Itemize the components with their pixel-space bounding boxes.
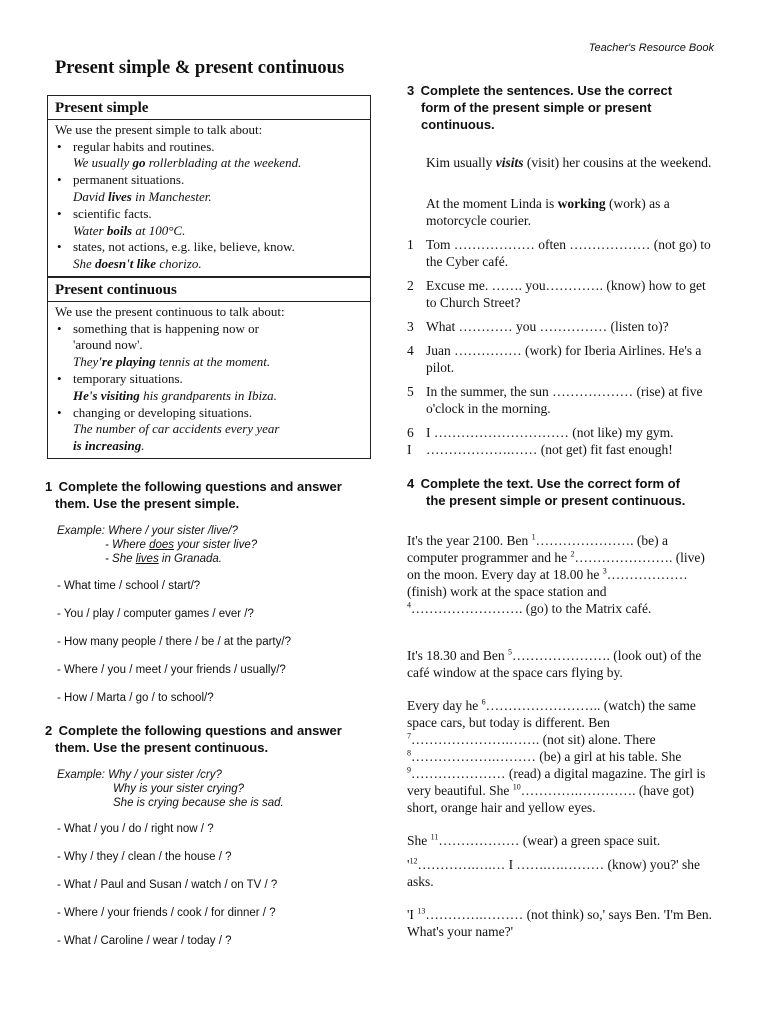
exercise-item: 1 Tom ……………… often ……………… (not go) to the Cyber café. (407, 237, 711, 269)
rule-text-cont: 'around now'. (73, 337, 143, 353)
exercise-instruction: the present simple or present continuous. (426, 493, 686, 508)
exercise-item: 5 In the summer, the sun ……………… (rise) at five o'clock in the morning. (407, 384, 703, 416)
exercise-1-example (57, 524, 257, 566)
example-answer: - She lives in Granada. (105, 553, 222, 565)
rule-text: changing or developing situations. (73, 404, 253, 420)
example-label: Example: Why / your sister /cry? (57, 769, 222, 781)
rule-text: permanent situations. (73, 172, 185, 188)
example-answer: She is crying because she is sad. (113, 797, 284, 809)
present-continuous-box (47, 277, 371, 459)
rule-example: They're playing tennis at the moment. (73, 354, 271, 370)
exercise-number: 3 (407, 83, 415, 98)
exercise-item: 6 I ………………………… (not like) my gym. (407, 425, 674, 440)
rule-item (55, 239, 363, 256)
question-line: - Where / you / meet / your friends / usually/? (57, 664, 286, 676)
rule-example: David lives in Manchester. (73, 188, 212, 204)
box-heading: Present simple (48, 96, 370, 120)
exercise-instruction: Complete the sentences. Use the correct (420, 83, 673, 98)
exercise-item: 3 What ………… you …………… (listen to)? (407, 319, 669, 334)
exercise-3-example-1: Kim usually visits (visit) her cousins at the weekend. (426, 155, 712, 170)
rule-item (55, 172, 363, 189)
exercise-4-heading (407, 475, 715, 509)
exercise-2-example (57, 768, 284, 810)
question-line: - Where / your friends / cook / for dinner / ? (57, 907, 276, 919)
exercise-2-heading (45, 722, 342, 756)
rule-list (55, 139, 363, 273)
exercise-instruction: form of the present simple or present (421, 100, 652, 115)
rule-text: regular habits and routines. (73, 138, 215, 154)
rule-example: She doesn't like chorizo. (73, 256, 202, 272)
rule-item (55, 405, 363, 422)
exercise-item: 2 Excuse me. ……. you…………. (know) how to get to Church Street? (407, 278, 706, 310)
box-body (48, 120, 370, 276)
exercise-instruction: Complete the text. Use the correct form of (420, 476, 680, 491)
exercise-instruction: them. Use the present continuous. (55, 740, 269, 755)
exercise-instruction: them. Use the present simple. (55, 496, 240, 511)
text-paragraph: 'I $^{13}$………….……… (not think) so,' says Ben. 'I'm Ben. What's your name?' (407, 906, 712, 939)
text-paragraph: It's the year 2100. Ben $^1$…………………. (be) a computer programmer and he $^2$…………………. (live) on the moon. Every day at 18.00 he $^3$……………… (finish) work at the space station and $^4$……………………. (go) to the Matrix café. (407, 532, 705, 616)
box-heading: Present continuous (48, 278, 370, 302)
text-paragraph: She $^{11}$……………… (wear) a green space suit. (407, 832, 661, 848)
exercise-number: 1 (45, 479, 53, 494)
question-line: - How / Marta / go / to school/? (57, 692, 214, 704)
exercise-instruction: Complete the following questions and answer (58, 479, 342, 494)
example-question: - Where does your sister live? (105, 539, 258, 551)
rule-example: is increasing. (73, 438, 145, 454)
example-label: Example: Where / your sister /live/? (57, 525, 238, 537)
box-body (48, 302, 370, 458)
question-line: - What time / school / start/? (57, 580, 201, 592)
exercise-item: 4 Juan …………… (work) for Iberia Airlines. He's a pilot. (407, 343, 702, 375)
rule-text: states, not actions, e.g. like, believe, know. (73, 239, 295, 255)
text-paragraph: '$^{12}\dots\dots\dots\dots.\dots.\dots$ I …….….……… (know) you?' she asks. (407, 856, 700, 889)
page-title: Present simple & present continuous (55, 58, 345, 78)
exercise-3-heading (407, 82, 715, 133)
rule-example: We usually go rollerblading at the weekend. (73, 155, 302, 171)
rule-text: scientific facts. (73, 205, 152, 221)
exercise-item: I ……………….…… (not get) fit fast enough! (407, 442, 673, 457)
rule-item (55, 321, 363, 338)
box-intro: We use the present continuous to talk about: (55, 303, 285, 319)
rule-item (55, 139, 363, 156)
header-note: Teacher's Resource Book (588, 42, 714, 54)
rule-text: something that is happening now or (73, 320, 259, 336)
question-line: - Why / they / clean / the house / ? (57, 851, 232, 863)
rule-example: He's visiting his grandparents in Ibiza. (73, 387, 277, 403)
exercise-1-heading (45, 478, 342, 512)
exercise-instruction: continuous. (421, 117, 495, 132)
question-line: - What / Caroline / wear / today / ? (57, 935, 232, 947)
rule-item (55, 371, 363, 388)
question-line: - You / play / computer games / ever /? (57, 608, 254, 620)
rule-item (55, 206, 363, 223)
text-paragraph: It's 18.30 and Ben $^5$…………………. (look out) of the café window at the space cars flying by. (407, 647, 702, 680)
question-line: - What / Paul and Susan / watch / on TV / ? (57, 879, 278, 891)
box-intro: We use the present simple to talk about: (55, 121, 263, 137)
rule-example: Water boils at 100°C. (73, 222, 186, 238)
rule-list (55, 321, 363, 455)
question-line: - How many people / there / be / at the party/? (57, 636, 291, 648)
exercise-number: 4 (407, 476, 415, 491)
exercise-number: 2 (45, 723, 53, 738)
present-simple-box (47, 95, 371, 277)
exercise-instruction: Complete the following questions and answer (58, 723, 342, 738)
question-line: - What / you / do / right now / ? (57, 823, 214, 835)
rule-text: temporary situations. (73, 370, 183, 386)
rule-example: The number of car accidents every year (73, 421, 280, 437)
text-paragraph: Every day he $^6$…………………….. (watch) the same space cars, but today is different. Ben $^7$………………….……. (not sit) alone. There $^8$……………….……… (be) a girl at his table. She $^9$………………… (read) a digital magazine. The girl is very beautiful. She $^{10}$………….…………. (have got) short, orange hair and yellow eyes. (407, 697, 706, 815)
example-question: Why is your sister crying? (113, 783, 245, 795)
exercise-3-example-2: At the moment Linda is working (work) as a motorcycle courier. (426, 196, 670, 228)
